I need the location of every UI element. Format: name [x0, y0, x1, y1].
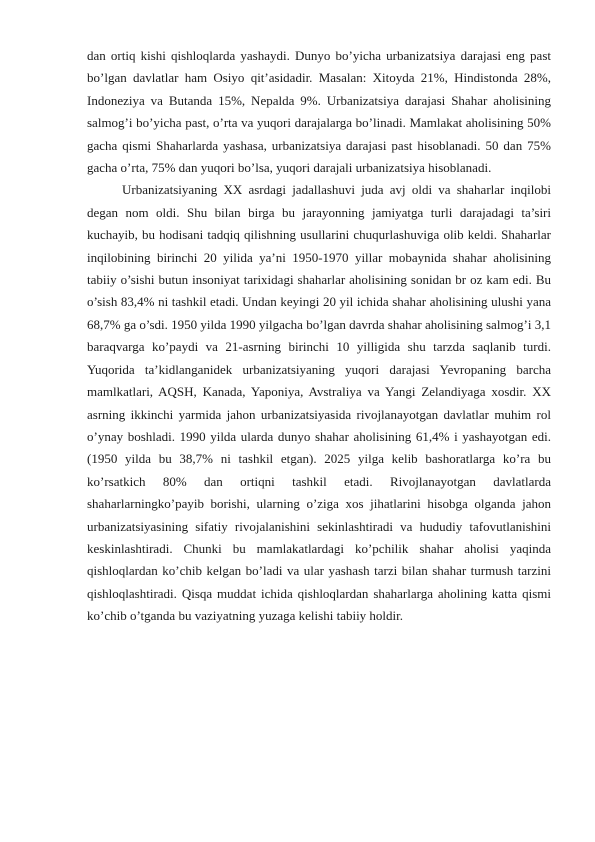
paragraph-urbanization-levels: dan ortiq kishi qishloqlarda yashaydi. Dunyo bo’yicha urbanizatsiya darajasi eng past bo’lgan davlatlar ham Osiyo qit’asidadir. Masalan: Xitoyda 21%, Hindistonda 28%, Indoneziya va Butanda 15%, Nepalda 9%. Urbanizatsiya darajasi Shahar aholisining salmog’i bo’yicha past, o’rta va yuqori darajalarga bo’linadi. Mamlakat aholisining 50% gacha qismi Shaharlarda yashasa, urbanizatsiya darajasi past hisoblanadi. 50 dan 75% gacha o’rta, 75% dan yuqori bo’lsa, yuqori darajali urbanizatsiya hisoblanadi. — [87, 48, 551, 176]
paragraph-urban-revolution: Urbanizatsiyaning XX asrdagi jadallashuvi juda avj oldi va shaharlar inqilobi degan nom oldi. Shu bilan birga bu jarayonning jamiyatga turli darajadagi ta’siri kuchayib, bu hodisani tadqiq qilishning usullarini chuqurlashuviga olib keldi. Shaharlar inqilobining birinchi 20 yilida ya’ni 1950-1970 yillar mobaynida shahar aholisining tabiiy o’sishi butun insoniyat tarixidagi shaharlar aholisining sonidan br oz kam edi. Bu o’sish 83,4% ni tashkil etadi. Undan keyingi 20 yil ichida shahar aholisining ulushi yana 68,7% ga o’sdi. 1950 yilda 1990 yilgacha bo’lgan davrda shahar aholisining salmog’i 3,1 baraqvarga ko’paydi va 21-asrning birinchi 10 yilligida shu tarzda saqlanib turdi. Yuqorida ta’kidlanganidek urbanizatsiyaning yuqori darajasi Yevropaning barcha mamlkatlari, AQSH, Kanada, Yaponiya, Avstraliya va Yangi Zelandiyaga xosdir. XX asrning ikkinchi yarmida jahon urbanizatsiyasida rivojlanayotgan davlatlar muhim rol o’ynay boshladi. 1990 yilda ularda dunyo shahar aholisining 61,4% i yashayotgan edi. (1950 yilda bu 38,7% ni tashkil etgan). 2025 yilga kelib bashoratlarga ko’ra bu ko’rsatkich 80% dan ortiqni tashkil etadi. Rivojlanayotgan davlatlarda shaharlarningko’payib borishi, ularning o’ziga xos jihatlarini hisobga olganda jahon urbanizatsiyasining sifatiy rivojalanishini sekinlashtiradi va hududiy tafovutlanishini keskinlashtiradi. Chunki bu mamlakatlardagi ko’pchilik shahar aholisi yaqinda qishloqlardan ko’chib kelgan bo’ladi va ular yashash tarzi bilan shahar turmush tarzini qishloqlashtiradi. Qisqa muddat ichida qishloqlardan shaharlarga aholining katta qismi ko’chib o’tganda bu vaziyatning yuzaga kelishi tabiiy holdir. — [87, 182, 551, 624]
document-page — [87, 45, 551, 628]
